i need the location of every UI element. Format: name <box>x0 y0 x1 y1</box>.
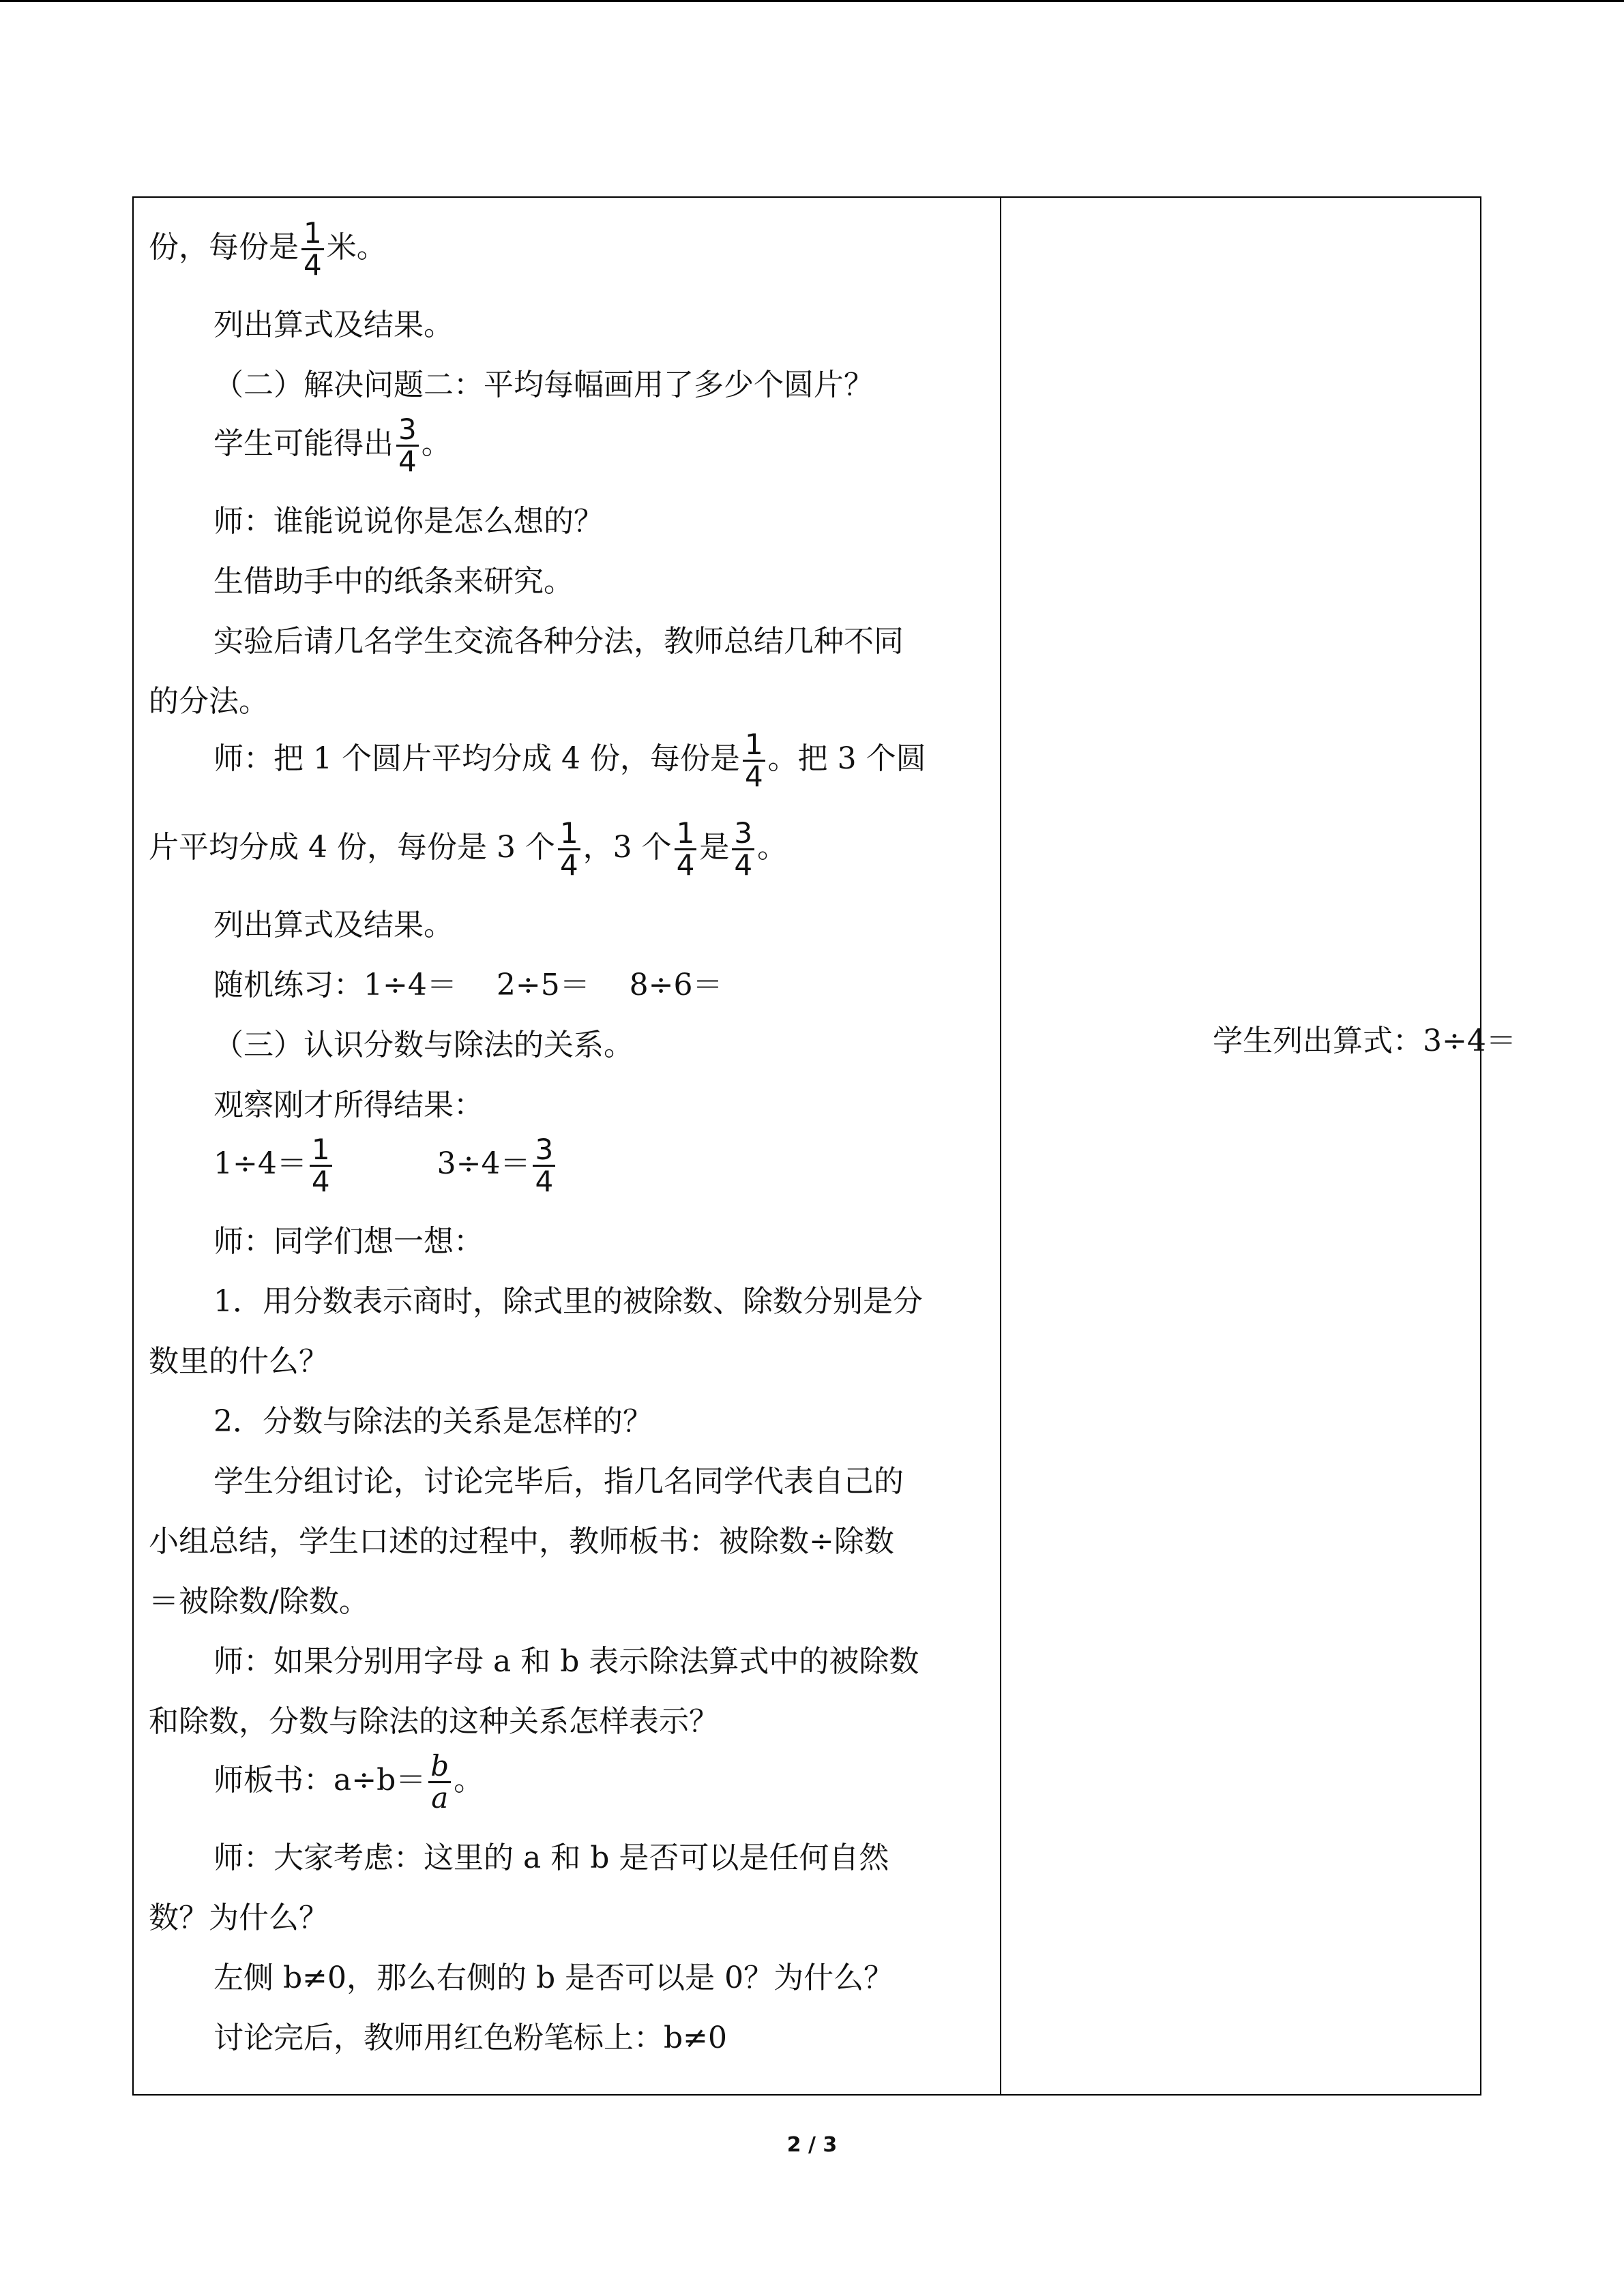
fraction-numerator: b <box>428 1751 451 1783</box>
text-line: 师：大家考虑：这里的 a 和 b 是否可以是任何自然 <box>213 1840 889 1875</box>
text-line: 和除数，分数与除法的这种关系怎样表示？ <box>149 1704 719 1739</box>
text: 师：把 1 个圆片平均分成 4 份，每份是 <box>213 741 740 776</box>
student-activity-text: 学生列出算式：3÷4＝ <box>1213 1024 1516 1058</box>
text-line <box>149 218 387 280</box>
text: 。 <box>757 830 788 865</box>
text-line: （二）解决问题二：平均每幅画用了多少个圆片？ <box>213 368 874 402</box>
fraction-numerator: 3 <box>396 415 419 447</box>
text-line: ＝被除数/除数。 <box>149 1584 369 1619</box>
text-line <box>149 818 787 880</box>
text-line: 实验后请几名学生交流各种分法，教师总结几种不同 <box>213 624 904 659</box>
fraction <box>428 1751 451 1813</box>
fraction-denominator: 4 <box>398 445 417 478</box>
fraction-denominator: 4 <box>311 1165 330 1198</box>
text-line: 数里的什么？ <box>149 1344 329 1379</box>
fraction-denominator: 4 <box>676 848 695 882</box>
text-line <box>213 415 452 477</box>
fraction <box>396 415 419 477</box>
text-line: 列出算式及结果。 <box>213 308 454 342</box>
text-line: 师：如果分别用字母 a 和 b 表示除法算式中的被除数 <box>213 1644 919 1679</box>
fraction-denominator: 4 <box>744 760 763 793</box>
text-line: 1．用分数表示商时，除式里的被除数、除数分别是分 <box>213 1284 923 1319</box>
text-line: 观察刚才所得结果： <box>213 1088 484 1122</box>
text-line: 师：谁能说说你是怎么想的？ <box>213 504 604 539</box>
fraction-denominator: 4 <box>559 848 578 882</box>
fraction <box>558 818 580 880</box>
text: 米。 <box>326 230 387 265</box>
text-line: 讨论完后，教师用红色粉笔标上：b≠0 <box>213 2021 728 2055</box>
fraction-numerator: 3 <box>732 818 754 850</box>
page-number: 2 / 3 <box>786 2133 838 2157</box>
text-line: 生借助手中的纸条来研究。 <box>213 564 574 599</box>
text: 。 <box>454 1763 484 1798</box>
text-line: 小组总结，学生口述的过程中，教师板书：被除数÷除数 <box>149 1524 894 1559</box>
text: 是 <box>699 830 730 865</box>
fraction-denominator: 4 <box>734 848 753 882</box>
text: 。把 3 个圆 <box>767 741 926 776</box>
page-top-border <box>0 0 1624 2</box>
fraction-numerator: 1 <box>558 818 580 850</box>
text-line: 数？为什么？ <box>149 1900 329 1935</box>
text-line: 左侧 b≠0，那么右侧的 b 是否可以是 0？为什么？ <box>213 1960 894 1995</box>
text: 份，每份是 <box>149 230 299 265</box>
student-activity-column <box>1001 198 1516 2094</box>
fraction-numerator: 1 <box>301 218 324 250</box>
lesson-table <box>132 196 1516 2096</box>
text: 。 <box>421 426 452 461</box>
text-line <box>213 1751 484 1813</box>
fraction-numerator: 1 <box>310 1135 332 1167</box>
text: ，3 个 <box>582 830 672 865</box>
text: 1÷4＝ <box>213 1146 307 1181</box>
text: 片平均分成 4 份，每份是 3 个 <box>149 830 555 865</box>
text: 3÷4＝ <box>437 1146 531 1181</box>
text-line: 随机练习：1÷4＝ 2÷5＝ 8÷6＝ <box>213 968 723 1002</box>
text-line: 列出算式及结果。 <box>213 908 454 942</box>
teaching-process-column <box>149 198 988 2094</box>
text-line <box>213 730 926 792</box>
text-line: 学生分组讨论，讨论完毕后，指几名同学代表自己的 <box>213 1464 904 1499</box>
text-line: （三）认识分数与除法的关系。 <box>213 1028 634 1062</box>
fraction-denominator: 4 <box>535 1165 554 1198</box>
text-line: 2．分数与除法的关系是怎样的？ <box>213 1404 653 1439</box>
fraction <box>310 1135 332 1197</box>
text: 学生可能得出 <box>213 426 394 461</box>
fraction <box>743 730 765 792</box>
fraction <box>301 218 324 280</box>
fraction <box>732 818 754 880</box>
fraction-denominator: a <box>431 1781 449 1815</box>
text-line: 的分法。 <box>149 684 269 719</box>
text-line: 师：同学们想一想： <box>213 1224 484 1259</box>
fraction-numerator: 1 <box>675 818 697 850</box>
fraction-denominator: 4 <box>304 248 322 282</box>
fraction-numerator: 1 <box>743 730 765 762</box>
text: 师板书：a÷b＝ <box>213 1763 426 1798</box>
fraction-numerator: 3 <box>533 1135 555 1167</box>
fraction <box>675 818 697 880</box>
fraction <box>533 1135 555 1197</box>
text-line <box>213 1135 558 1197</box>
